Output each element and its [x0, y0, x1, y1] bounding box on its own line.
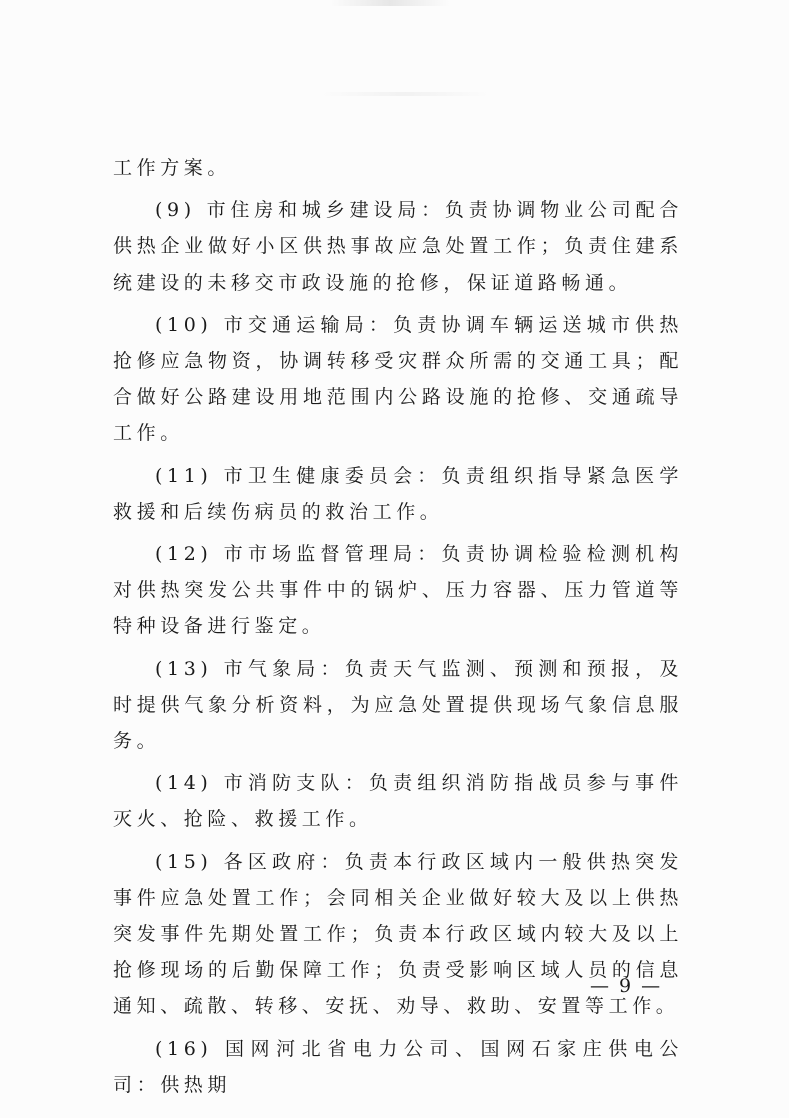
paragraph-item-16: (16) 国网河北省电力公司、国网石家庄供电公司：供热期 [113, 1037, 683, 1096]
paragraph-item-10: (10) 市交通运输局：负责协调车辆运送城市供热抢修应急物资，协调转移受灾群众所需的交通工具；配合做好公路建设用地范围内公路设施的抢修、交通疏导工作。 [113, 313, 683, 445]
paragraph-item-15: (15) 各区政府：负责本行政区域内一般供热突发事件应急处置工作；会同相关企业做好较大及以上供热突发事件先期处置工作；负责本行政区域内较大及以上抢修现场的后勤保障工作；负责受影响区域人员的信息通知、疏散、转移、安抚、劝导、救助、安置等工作。 [113, 850, 683, 1018]
paragraph-item-9: (9) 市住房和城乡建设局：负责协调物业公司配合供热企业做好小区供热事故应急处置工作；负责住建系统建设的未移交市政设施的抢修，保证道路畅通。 [113, 199, 683, 294]
page-number: — 9 — [590, 975, 663, 997]
paragraph-item-13: (13) 市气象局：负责天气监测、预测和预报，及时提供气象分析资料，为应急处置提供现场气象信息服务。 [113, 657, 683, 753]
paragraph-item-12: (12) 市市场监督管理局：负责协调检验检测机构对供热突发公共事件中的锅炉、压力容器、压力管道等特种设备进行鉴定。 [113, 543, 683, 638]
scan-artifact [330, 0, 450, 6]
scan-artifact [320, 92, 490, 96]
document-body [113, 150, 683, 1109]
paragraph-item-11: (11) 市卫生健康委员会：负责组织指导紧急医学救援和后续伤病员的救治工作。 [113, 464, 683, 523]
paragraph-item-14: (14) 市消防支队：负责组织消防指战员参与事件灭火、抢险、救援工作。 [113, 772, 683, 831]
paragraph-continuation: 工作方案。 [113, 157, 232, 179]
